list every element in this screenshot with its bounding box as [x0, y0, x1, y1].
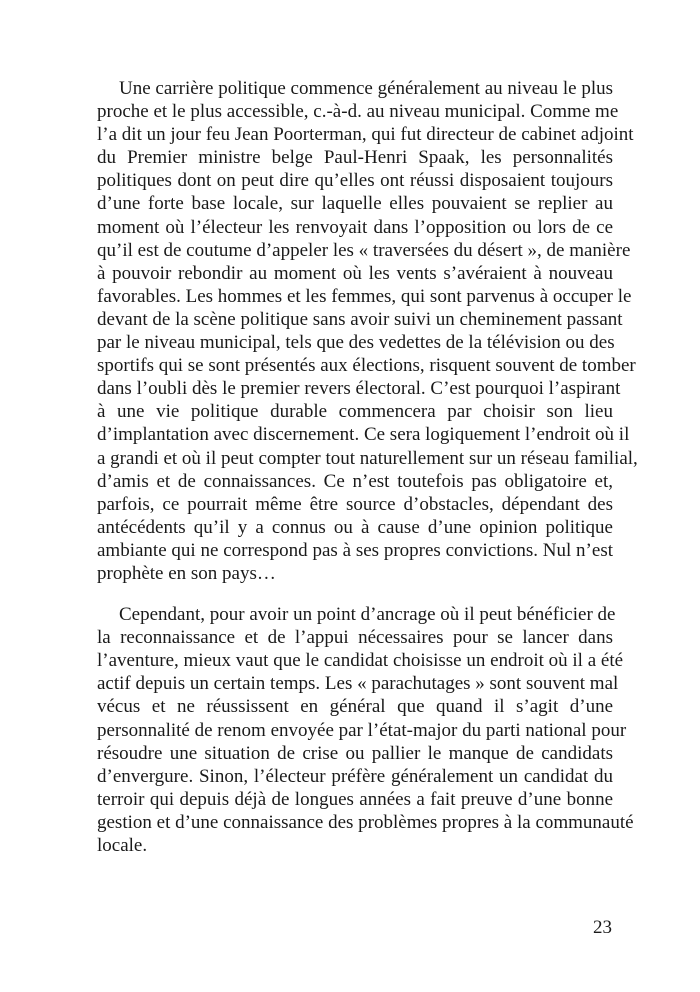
page-number: 23: [593, 917, 612, 938]
text-line: proche et le plus accessible, c.-à-d. au niveau municipal. Comme me: [97, 101, 619, 123]
text-line: d’envergure. Sinon, l’électeur préfère généralement un candidat du: [97, 765, 613, 787]
text-line: l’aventure, mieux vaut que le candidat choisisse un endroit où il a été: [97, 650, 624, 672]
paragraph: [97, 603, 634, 857]
text-line: locale.: [97, 835, 148, 856]
text-line: d’amis et de connaissances. Ce n’est toutefois pas obligatoire et,: [97, 470, 613, 492]
text-line: l’a dit un jour feu Jean Poorterman, qui fut directeur de cabinet adjoint: [97, 124, 634, 146]
text-line: favorables. Les hommes et les femmes, qui sont parvenus à occuper le: [97, 285, 632, 307]
text-line: prophète en son pays…: [97, 562, 276, 584]
text-line: d’implantation avec discernement. Ce sera logiquement l’endroit où il: [97, 424, 630, 446]
text-line: vécus et ne réussissent en général que quand il s’agit d’une: [97, 696, 613, 718]
text-line: parfois, ce pourrait même être source d’obstacles, dépendant des: [97, 493, 613, 515]
text-line: devant de la scène politique sans avoir suivi un cheminement passant: [97, 308, 623, 330]
text-line: dans l’oubli dès le premier revers électoral. C’est pourquoi l’aspirant: [97, 378, 621, 400]
text-line: gestion et d’une connaissance des problèmes propres à la communauté: [97, 811, 634, 833]
text-line: à pouvoir rebondir au moment où les vents s’avéraient à nouveau: [97, 262, 613, 284]
text-line: moment où l’électeur les renvoyait dans l’opposition ou lors de ce: [97, 216, 613, 238]
page-body: [97, 77, 638, 875]
text-line: Cependant, pour avoir un point d’ancrage où il peut bénéficier de: [119, 604, 616, 626]
text-line: a grandi et où il peut compter tout naturellement sur un réseau familial,: [97, 447, 638, 469]
text-line: Une carrière politique commence généralement au niveau le plus: [119, 78, 613, 99]
text-line: du Premier ministre belge Paul-Henri Spaak, les personnalités: [97, 147, 613, 169]
paragraph: [97, 77, 638, 585]
text-line: d’une forte base locale, sur laquelle elles pouvaient se replier au: [97, 193, 613, 215]
text-line: résoudre une situation de crise ou pallier le manque de candidats: [97, 742, 613, 764]
text-line: actif depuis un certain temps. Les « parachutages » sont souvent mal: [97, 673, 619, 695]
text-line: personnalité de renom envoyée par l’état-major du parti national pour: [97, 719, 627, 741]
text-line: qu’il est de coutume d’appeler les « traversées du désert », de manière: [97, 239, 631, 261]
text-line: terroir qui depuis déjà de longues années a fait preuve d’une bonne: [97, 788, 613, 810]
text-line: antécédents qu’il y a connus ou à cause d’une opinion politique: [97, 516, 613, 538]
text-line: sportifs qui se sont présentés aux élections, risquent souvent de tomber: [97, 355, 636, 377]
text-line: ambiante qui ne correspond pas à ses propres convictions. Nul n’est: [97, 539, 613, 561]
text-line: à une vie politique durable commencera par choisir son lieu: [97, 401, 613, 423]
text-line: la reconnaissance et de l’appui nécessaires pour se lancer dans: [97, 627, 613, 649]
text-line: politiques dont on peut dire qu’elles ont réussi disposaient toujours: [97, 170, 613, 192]
text-line: par le niveau municipal, tels que des vedettes de la télévision ou des: [97, 332, 615, 354]
